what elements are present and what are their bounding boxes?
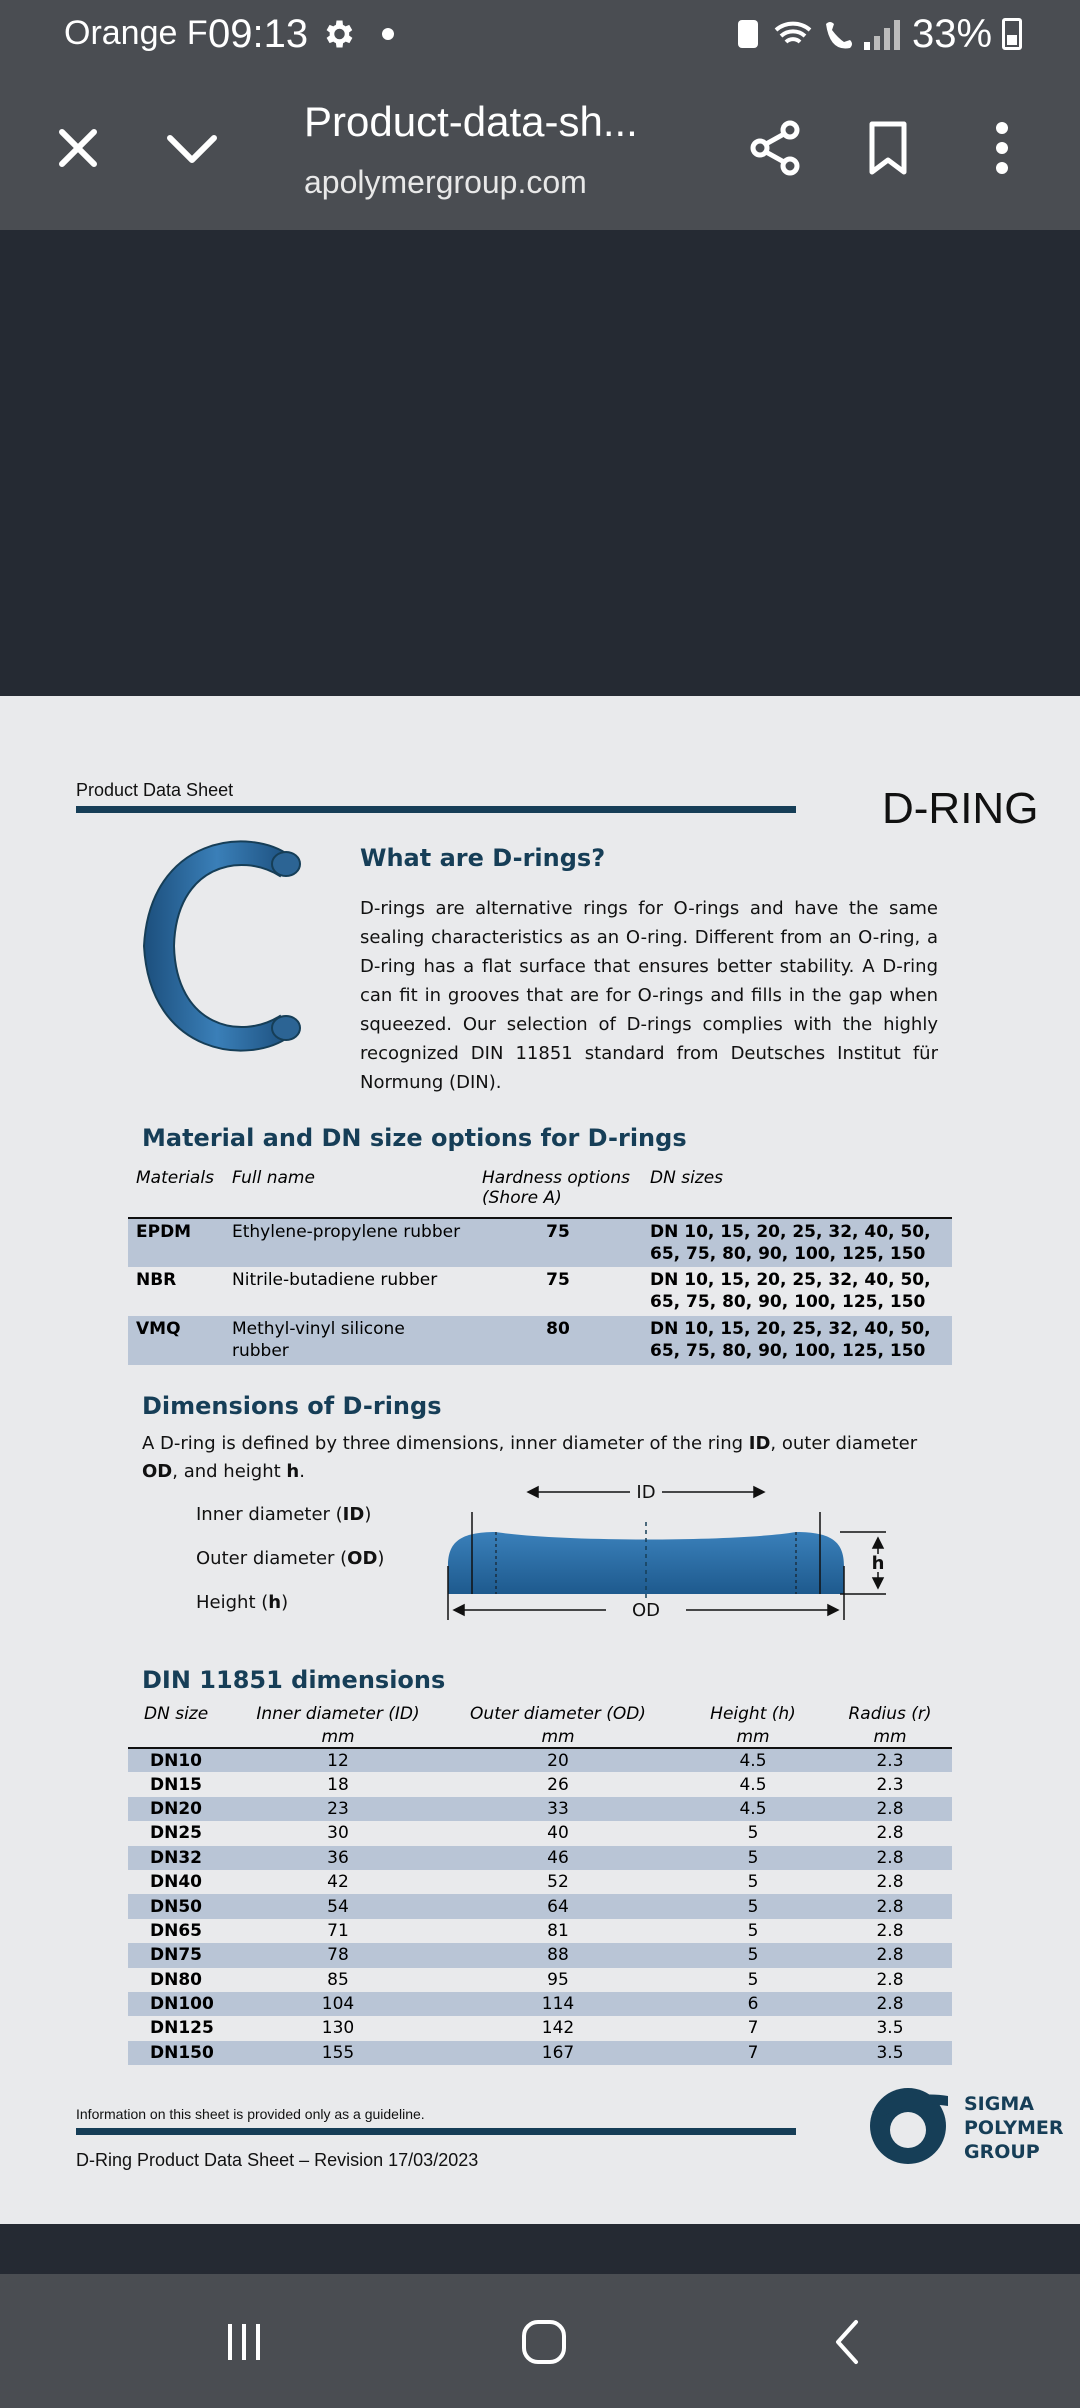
material-code: EPDM	[128, 1218, 224, 1267]
clock: 09:13	[208, 12, 309, 56]
carrier-label: Orange F	[64, 14, 208, 52]
inner-diameter-cell: 78	[238, 1943, 438, 1967]
height-cell: 5	[747, 1872, 759, 1893]
height-cell: 4.5	[739, 1774, 767, 1795]
material-name: Nitrile-butadiene rubber	[232, 1270, 438, 1290]
material-code: VMQ	[128, 1316, 224, 1365]
materials-heading: Material and DN size options for D-rings	[142, 1124, 687, 1152]
outer-diameter-cell: 40	[547, 1823, 569, 1844]
column-header: Height (h)	[710, 1704, 796, 1724]
radius-cell: 2.8	[828, 1992, 952, 2016]
radius-cell: 2.8	[828, 1797, 952, 1821]
din-dimensions-table	[128, 1702, 952, 2065]
table-row	[128, 1316, 952, 1365]
material-hardness: 75	[546, 1270, 570, 1290]
table-row	[128, 1870, 952, 1894]
material-dn-sizes: DN 10, 15, 20, 25, 32, 40, 50, 65, 75, 80, 90, 100, 125, 150	[642, 1316, 952, 1365]
dn-size-cell: DN15	[150, 1774, 202, 1795]
outer-diameter-cell: 20	[438, 1748, 678, 1772]
height-cell: 7	[678, 2041, 828, 2065]
unit-header	[128, 1726, 238, 1748]
inner-diameter-cell: 36	[238, 1846, 438, 1870]
column-header: DN size	[144, 1704, 209, 1724]
document-title: Product-data-sh...	[304, 98, 638, 145]
d-ring-image	[130, 826, 320, 1066]
dn-size-cell: DN65	[150, 1920, 202, 1941]
inner-diameter-cell: 23	[238, 1797, 438, 1821]
inner-diameter-cell: 71	[327, 1920, 349, 1941]
diagram-id-label: ID	[636, 1482, 656, 1503]
home-icon[interactable]	[512, 2310, 576, 2374]
outer-diameter-cell: 52	[547, 1872, 569, 1893]
radius-cell: 2.8	[828, 1943, 952, 1967]
dn-size-cell: DN10	[128, 1748, 238, 1772]
radius-cell: 2.8	[876, 1920, 904, 1941]
diagram-h-label: h	[871, 1553, 885, 1574]
height-cell: 4.5	[678, 1748, 828, 1772]
outer-diameter-cell: 26	[547, 1774, 569, 1795]
more-vert-icon[interactable]	[970, 116, 1034, 180]
height-cell: 6	[678, 1992, 828, 2016]
column-header: Inner diameter (ID)	[256, 1704, 420, 1724]
inner-diameter-cell: 155	[238, 2041, 438, 2065]
dn-size-cell: DN100	[128, 1992, 238, 2016]
recents-icon[interactable]	[212, 2310, 276, 2374]
outer-diameter-cell: 114	[438, 1992, 678, 2016]
dn-size-cell: DN40	[150, 1872, 202, 1893]
dn-size-cell: DN25	[150, 1823, 202, 1844]
inner-diameter-cell: 42	[327, 1872, 349, 1893]
height-cell: 5	[747, 1969, 759, 1990]
dn-size-cell: DN125	[150, 2018, 214, 2039]
unit-header: mm	[828, 1726, 952, 1748]
height-cell: 7	[747, 2018, 759, 2039]
radius-cell: 3.5	[876, 2018, 904, 2039]
pdf-page	[0, 696, 1080, 2224]
material-name: Ethylene-propylene rubber	[224, 1218, 474, 1267]
intro-heading: What are D-rings?	[360, 844, 606, 872]
radius-cell: 2.8	[828, 1846, 952, 1870]
diagram-od-label: OD	[631, 1600, 661, 1621]
unit-header: mm	[678, 1726, 828, 1748]
notification-dot-icon	[382, 28, 394, 40]
material-dn-sizes: DN 10, 15, 20, 25, 32, 40, 50, 65, 75, 80, 90, 100, 125, 150	[642, 1218, 952, 1267]
radius-cell: 2.8	[876, 1872, 904, 1893]
height-cell: 5	[678, 1894, 828, 1918]
back-icon[interactable]	[816, 2310, 880, 2374]
radius-cell: 2.8	[876, 1823, 904, 1844]
dn-size-cell: DN20	[128, 1797, 238, 1821]
disclaimer: Information on this sheet is provided only as a guideline.	[76, 2106, 425, 2122]
material-hardness: 80	[474, 1316, 642, 1365]
inner-diameter-cell: 54	[238, 1894, 438, 1918]
logo-wordmark: SIGMA POLYMER GROUP	[964, 2093, 1064, 2163]
navigation-bar	[0, 2274, 1080, 2408]
sigma-logo-icon	[864, 2082, 952, 2170]
radius-cell: 2.3	[876, 1774, 904, 1795]
footer-rule	[76, 2128, 796, 2135]
table-row	[128, 1846, 952, 1870]
document-url: apolymergroup.com	[304, 164, 587, 200]
outer-diameter-cell: 33	[438, 1797, 678, 1821]
outer-diameter-cell: 167	[438, 2041, 678, 2065]
unit-header: mm	[238, 1726, 438, 1748]
dn-size-cell: DN80	[150, 1969, 202, 1990]
header-rule	[76, 806, 796, 813]
share-icon[interactable]	[744, 116, 808, 180]
dn-size-cell: DN75	[128, 1943, 238, 1967]
table-row	[128, 2041, 952, 2065]
table-row	[128, 1748, 952, 1772]
bookmark-icon[interactable]	[856, 116, 920, 180]
connectivity-icons	[736, 14, 916, 54]
table-row	[128, 1797, 952, 1821]
table-row	[128, 1992, 952, 2016]
inner-diameter-cell: 30	[327, 1823, 349, 1844]
height-cell: 5	[678, 1846, 828, 1870]
table-row	[128, 1894, 952, 1918]
material-hardness: 75	[474, 1218, 642, 1267]
table-row	[128, 2016, 952, 2040]
inner-diameter-label: Inner diameter (ID)	[196, 1504, 372, 1525]
column-header: DN sizes	[642, 1166, 952, 1218]
outer-diameter-cell: 81	[547, 1920, 569, 1941]
pdf-viewer[interactable]	[0, 230, 1080, 2274]
material-dn-sizes: DN 10, 15, 20, 25, 32, 40, 50, 65, 75, 80, 90, 100, 125, 150	[650, 1270, 931, 1312]
height-cell: 5	[747, 1823, 759, 1844]
d-ring-cross-section-diagram	[436, 1482, 906, 1628]
revision-label: D-Ring Product Data Sheet – Revision 17/03/2023	[76, 2150, 479, 2170]
table-row	[128, 1267, 952, 1316]
height-cell: 5	[678, 1943, 828, 1967]
column-header: Full name	[224, 1166, 474, 1218]
column-header: Hardness options (Shore A)	[474, 1166, 642, 1218]
battery-icon	[1002, 18, 1022, 50]
outer-diameter-cell: 95	[547, 1969, 569, 1990]
table-row	[128, 1943, 952, 1967]
battery-percent: 33%	[912, 12, 993, 56]
viewer-toolbar	[0, 68, 1080, 230]
height-cell: 5	[747, 1920, 759, 1941]
inner-diameter-cell: 12	[238, 1748, 438, 1772]
column-header: Materials	[128, 1166, 224, 1218]
unit-header: mm	[438, 1726, 678, 1748]
radius-cell: 3.5	[828, 2041, 952, 2065]
status-bar	[0, 0, 1080, 68]
close-icon[interactable]	[46, 116, 110, 180]
dimensions-heading: Dimensions of D-rings	[142, 1392, 442, 1420]
outer-diameter-cell: 142	[541, 2018, 575, 2039]
din-heading: DIN 11851 dimensions	[142, 1666, 446, 1694]
dn-size-cell: DN50	[128, 1894, 238, 1918]
intro-paragraph: D-rings are alternative rings for O-rings and have the same sealing characteristics as an O-ring. Different from an O-ring, a D-ring has a flat surface that ensures better stability. A D-ring can fit in grooves that are for O-rings and fills in the gap when squeezed. Our selection of D-rings complies with the highly recognized DIN 11851 standard from Deutsches Institut für Normung (DIN).	[360, 898, 938, 1093]
inner-diameter-cell: 104	[238, 1992, 438, 2016]
height-label: Height (h)	[196, 1592, 289, 1613]
outer-diameter-cell: 88	[438, 1943, 678, 1967]
column-header: Radius (r)	[848, 1704, 932, 1724]
outer-diameter-cell: 64	[438, 1894, 678, 1918]
materials-table	[128, 1166, 952, 1365]
chevron-down-icon[interactable]	[160, 116, 224, 180]
header-label: Product Data Sheet	[76, 780, 234, 800]
outer-diameter-label: Outer diameter (OD)	[196, 1548, 385, 1569]
radius-cell: 2.8	[876, 1969, 904, 1990]
outer-diameter-cell: 46	[438, 1846, 678, 1870]
table-row	[128, 1919, 952, 1943]
inner-diameter-cell: 85	[327, 1969, 349, 1990]
column-header: Outer diameter (OD)	[470, 1704, 646, 1724]
table-row	[128, 1218, 952, 1267]
dn-size-cell: DN150	[128, 2041, 238, 2065]
table-row	[128, 1772, 952, 1796]
radius-cell: 2.8	[828, 1894, 952, 1918]
inner-diameter-cell: 130	[321, 2018, 355, 2039]
material-name: Methyl-vinyl silicone rubber	[224, 1316, 474, 1365]
radius-cell: 2.3	[828, 1748, 952, 1772]
table-row	[128, 1968, 952, 1992]
dimensions-paragraph: A D-ring is defined by three dimensions, inner diameter of the ring ID, outer diameter OD, and height h.	[142, 1433, 918, 1482]
page-title: D-RING	[882, 784, 1039, 833]
table-row	[128, 1821, 952, 1845]
material-code: NBR	[136, 1270, 177, 1290]
gear-icon	[320, 16, 356, 52]
height-cell: 4.5	[678, 1797, 828, 1821]
dn-size-cell: DN32	[128, 1846, 238, 1870]
inner-diameter-cell: 18	[327, 1774, 349, 1795]
